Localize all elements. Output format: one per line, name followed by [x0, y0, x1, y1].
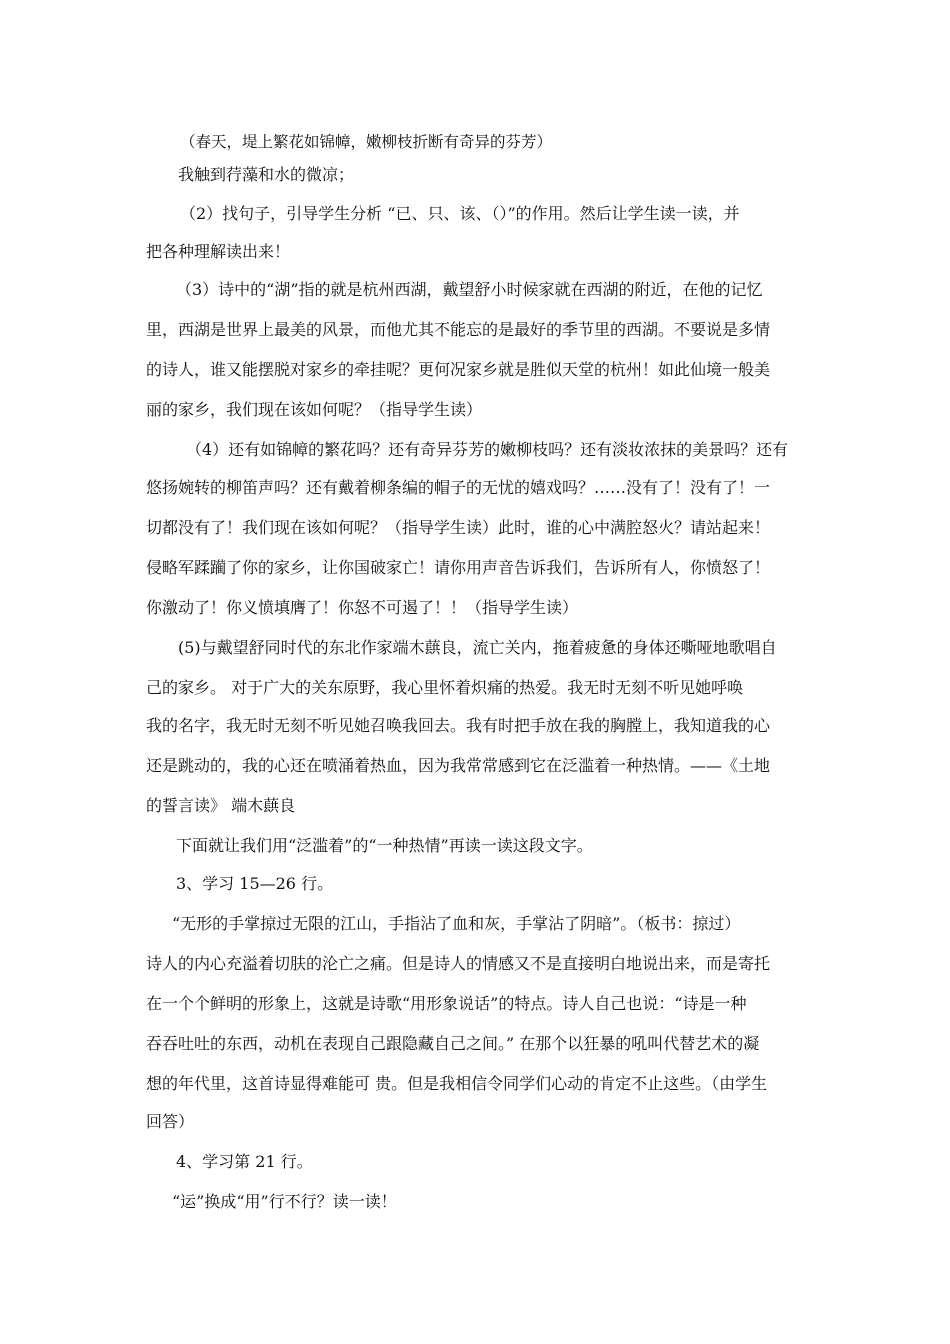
text-line: （2）找句子，引导学生分析 “已、只、该、（）”的作用。然后让学生读一读，并 [180, 204, 740, 223]
text-line: 丽的家乡，我们现在该如何呢？（指导学生读） [146, 400, 483, 419]
text-line: “运”换成“用”行不行？读一读！ [172, 1192, 397, 1211]
text-line: 己的家乡。 对于广大的关东原野，我心里怀着炽痛的热爱。我无时无刻不听见她呼唤 [146, 678, 744, 697]
text-line: 你激动了！你义愤填膺了！你怒不可遏了！！（指导学生读） [146, 598, 579, 617]
text-line: “无形的手掌掠过无限的江山，手指沾了血和灰，手掌沾了阴暗”。（板书：掠过） [172, 914, 741, 933]
text-line: 3、学习 15—26 行。 [176, 874, 334, 893]
text-line: 回答） [146, 1112, 195, 1131]
text-line: 在一个个鲜明的形象上，这就是诗歌“用形象说话”的特点。诗人自己也说：“诗是一种 [146, 994, 747, 1013]
text-line: 下面就让我们用“泛滥着”的“一种热情”再读一读这段文字。 [176, 836, 593, 855]
text-line: 悠扬婉转的柳笛声吗？还有戴着柳条编的帽子的无忧的嬉戏吗？……没有了！没有了！一 [146, 478, 771, 497]
text-line: 的诗人，谁又能摆脱对家乡的牵挂呢？更何况家乡就是胜似天堂的杭州！如此仙境一般美 [146, 360, 771, 379]
text-line: 我的名字，我无时无刻不听见她召唤我回去。我有时把手放在我的胸膛上，我知道我的心 [146, 716, 771, 735]
text-line: 4、学习第 21 行。 [176, 1152, 313, 1171]
text-line: 我触到荇藻和水的微凉； [178, 165, 355, 184]
text-line: 还是跳动的，我的心还在喷涌着热血，因为我常常感到它在泛滥着一种热情。——《土地 [146, 756, 771, 775]
text-line: （3）诗中的“湖”指的就是杭州西湖，戴望舒小时候家就在西湖的附近，在他的记忆 [176, 280, 763, 299]
text-line: (5)与戴望舒同时代的东北作家端木蕻良，流亡关内，拖着疲惫的身体还嘶哑地歌唱自 [178, 638, 777, 657]
text-line: （4）还有如锦幛的繁花吗？还有奇异芬芳的嫩柳枝吗？还有淡妆浓抹的美景吗？还有 [186, 440, 789, 459]
text-line: 切都没有了！我们现在该如何呢？（指导学生读）此时，谁的心中满腔怒火？请站起来！ [146, 518, 771, 537]
text-line: 把各种理解读出来！ [146, 242, 291, 261]
text-line: 吞吞吐吐的东西，动机在表现自己跟隐藏自己之间。” 在那个以狂暴的吼叫代替艺术的凝 [146, 1034, 760, 1053]
text-line: 的誓言读》 端木蕻良 [146, 796, 296, 815]
text-line: 想的年代里，这首诗显得难能可 贵。但是我相信令同学们心动的肯定不止这些。（由学生 [146, 1074, 768, 1093]
text-line: （春天，堤上繁花如锦幛，嫩柳枝折断有奇异的芬芳） [180, 133, 553, 151]
text-line: 诗人的内心充溢着切肤的沦亡之痛。但是诗人的情感又不是直接明白地说出来，而是寄托 [146, 954, 771, 973]
text-line: 里，西湖是世界上最美的风景，而他尤其不能忘的是最好的季节里的西湖。不要说是多情 [146, 320, 771, 339]
text-line: 侵略军蹂躏了你的家乡，让你国破家亡！请你用声音告诉我们，告诉所有人，你愤怒了！ [146, 558, 771, 577]
